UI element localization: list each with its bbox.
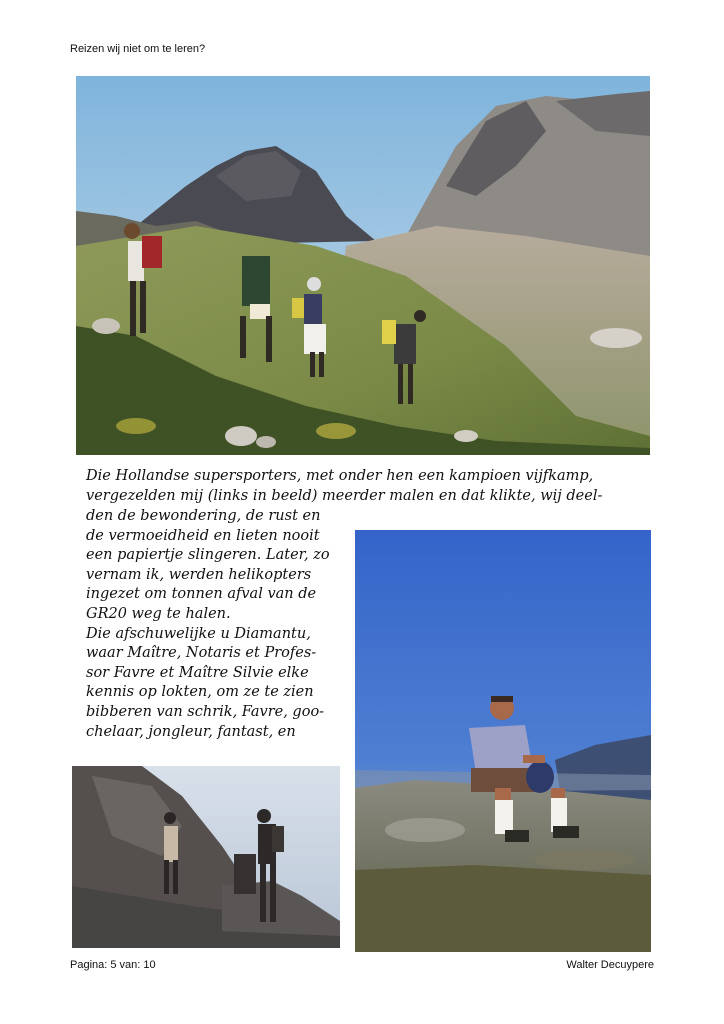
caption-line: GR20 weg te halen.: [86, 605, 231, 622]
caption-line: waar Maître, Notaris et Profes-: [86, 645, 317, 662]
page-number: Pagina: 5 van: 10: [70, 959, 156, 971]
caption-line: chelaar, jongleur, fantast, en: [86, 723, 296, 740]
caption-line: sor Favre et Maître Silvie elke: [86, 664, 309, 681]
page-header: Reizen wij niet om te leren?: [70, 43, 206, 55]
caption-line: vergezelden mij (links in beeld) meerder malen en dat klikte, wij deel-: [86, 488, 603, 504]
rock-climbers-photo: [72, 766, 340, 948]
caption-line: bibberen van schrik, Favre, goo-: [86, 703, 325, 720]
caption-line: de vermoeidheid en lieten nooit: [86, 527, 320, 544]
caption-line: kennis op lokten, om ze te zien: [86, 684, 314, 701]
caption-line: Die afschuwelijke u Diamantu,: [86, 625, 311, 642]
caption-line: ingezet om tonnen afval van de: [86, 586, 317, 603]
hikers-photo: [76, 76, 650, 455]
caption-line: Die Hollandse supersporters, met onder hen een kampioen vijfkamp,: [86, 468, 594, 484]
caption-line: een papiertje slingeren. Later, zo: [86, 547, 330, 564]
caption-line: vernam ik, werden helikopters: [86, 566, 312, 583]
caption-line: den de bewondering, de rust en: [86, 508, 321, 524]
seated-man-photo: [355, 530, 651, 952]
author-name: Walter Decuypere: [566, 959, 654, 971]
caption-column: [86, 507, 348, 742]
